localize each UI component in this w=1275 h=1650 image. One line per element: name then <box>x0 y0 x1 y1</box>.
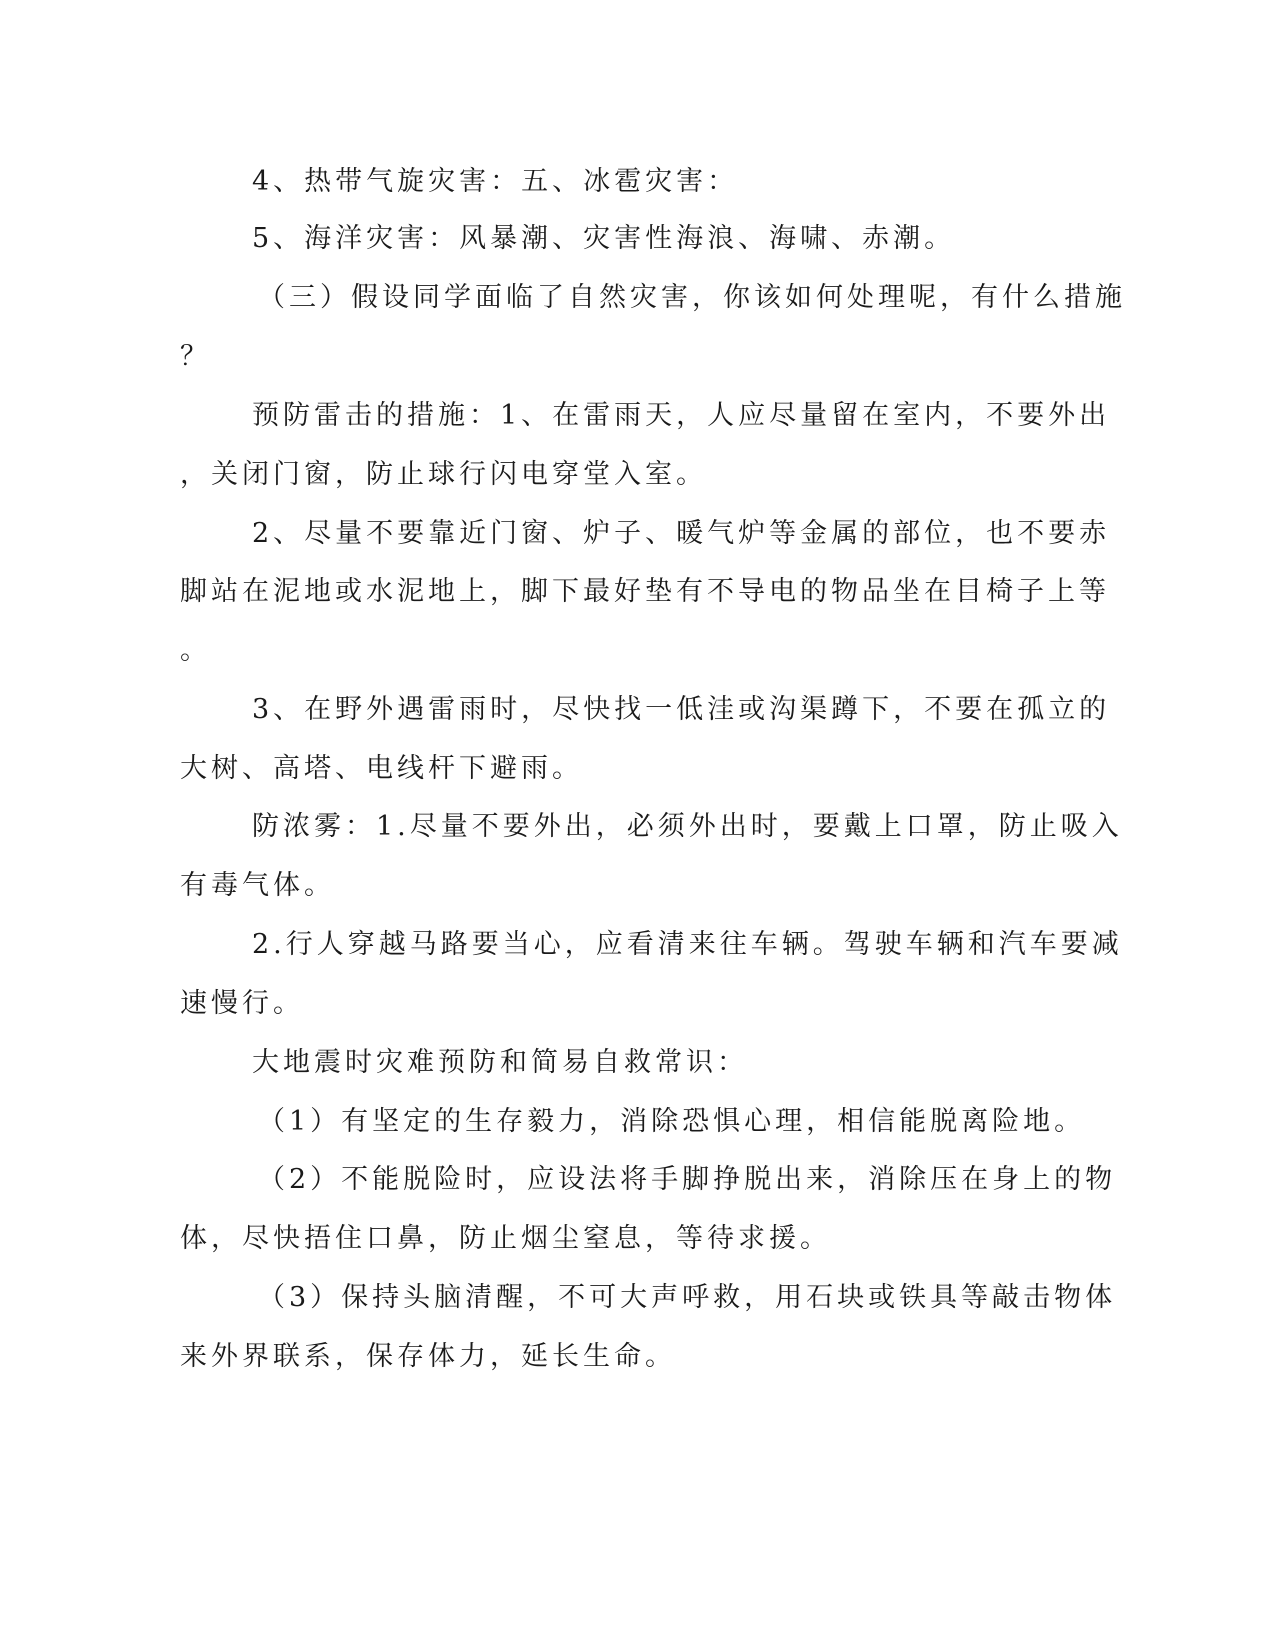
text-line: ，关闭门窗，防止球行闪电穿堂入室。 <box>180 459 707 490</box>
text-line: 5、海洋灾害：风暴潮、灾害性海浪、海啸、赤潮。 <box>252 223 956 254</box>
text-line: 有毒气体。 <box>180 870 335 901</box>
text-line: 来外界联系，保存体力，延长生命。 <box>180 1341 676 1372</box>
text-line: （3）保持头脑清醒，不可大声呼救，用石块或铁具等敲击物体 <box>258 1282 1117 1313</box>
text-line: 2、尽量不要靠近门窗、炉子、暖气炉等金属的部位，也不要赤 <box>252 518 1111 549</box>
text-line: 体，尽快捂住口鼻，防止烟尘窒息，等待求援。 <box>180 1223 831 1254</box>
text-line: ？ <box>180 341 211 372</box>
text-line: 防浓雾：1.尽量不要外出，必须外出时，要戴上口罩，防止吸入 <box>252 811 1123 842</box>
text-line: 大地震时灾难预防和简易自救常识： <box>252 1047 748 1078</box>
text-line: 2.行人穿越马路要当心，应看清来往车辆。驾驶车辆和汽车要减 <box>252 929 1123 960</box>
text-line: （2）不能脱险时，应设法将手脚挣脱出来，消除压在身上的物 <box>258 1164 1117 1195</box>
text-line: （1）有坚定的生存毅力，消除恐惧心理，相信能脱离险地。 <box>258 1106 1086 1137</box>
text-line: （三）假设同学面临了自然灾害，你该如何处理呢，有什么措施 <box>258 282 1126 313</box>
text-line: 脚站在泥地或水泥地上，脚下最好垫有不导电的物品坐在目椅子上等 <box>180 576 1110 607</box>
text-line: 。 <box>180 635 211 666</box>
text-line: 预防雷击的措施：1、在雷雨天，人应尽量留在室内，不要外出 <box>252 400 1111 431</box>
text-line: 速慢行。 <box>180 988 304 1019</box>
text-line: 大树、高塔、电线杆下避雨。 <box>180 753 583 784</box>
text-line: 3、在野外遇雷雨时，尽快找一低洼或沟渠蹲下，不要在孤立的 <box>252 694 1111 725</box>
text-line: 4、热带气旋灾害：五、冰雹灾害： <box>252 166 739 197</box>
